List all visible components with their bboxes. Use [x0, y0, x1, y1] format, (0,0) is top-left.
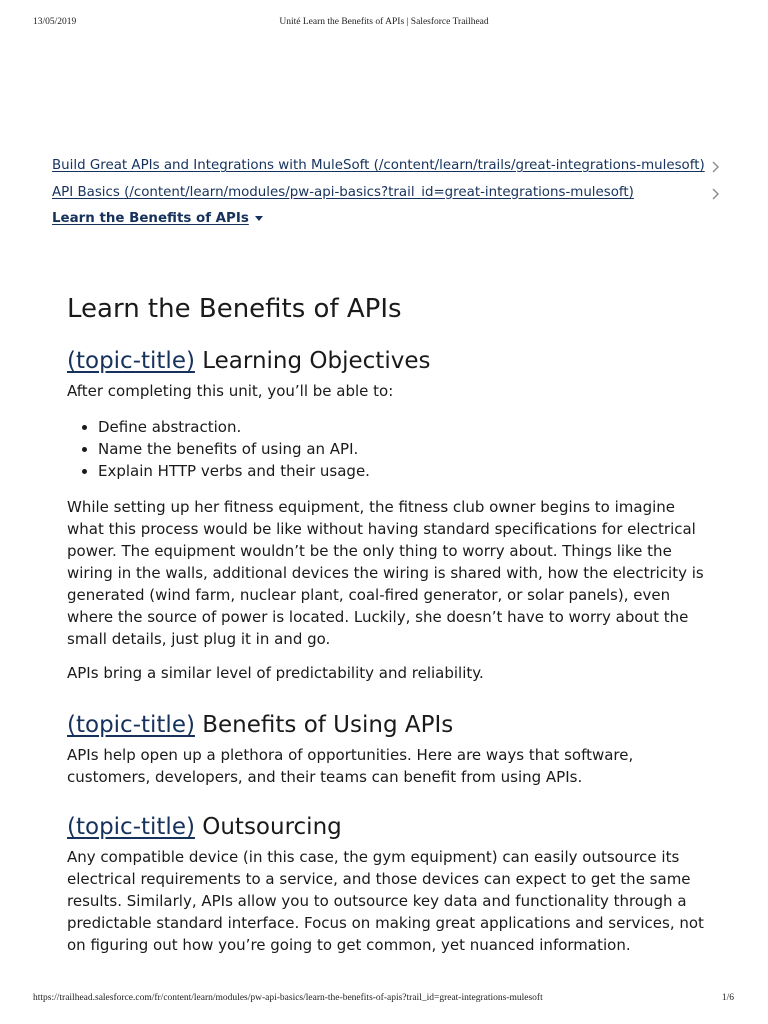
- page-title: Learn the Benefits of APIs: [67, 294, 402, 324]
- breadcrumb-link-module[interactable]: API Basics (/content/learn/modules/pw-api-basics?trail_id=great-integrations-mulesoft): [52, 184, 634, 200]
- print-date: 13/05/2019: [33, 17, 77, 27]
- breadcrumb-link-trail[interactable]: Build Great APIs and Integrations with MuleSoft (/content/learn/trails/great-integrations-mulesoft): [52, 158, 705, 173]
- unit-content: [67, 290, 707, 956]
- list-item: • Explain HTTP verbs and their usage.: [98, 460, 707, 482]
- topic-title-link[interactable]: (topic-title): [67, 712, 195, 738]
- body-paragraph: APIs help open up a plethora of opportunities. Here are ways that software, customers, developers, and their teams can benefit from using APIs.: [67, 746, 634, 786]
- body-paragraph: APIs bring a similar level of predictability and reliability.: [67, 664, 484, 682]
- body-paragraph: Any compatible device (in this case, the gym equipment) can easily outsource its electrical requirements to a service, and those devices can expect to get the same results. Similarly, APIs allow you to outsource key data and functionality through a predictable standard interface. Focus on making great applications and services, not on figuring out how you’re going to get common, yet nuanced information.: [67, 848, 704, 954]
- print-footer: [0, 993, 768, 1007]
- print-page-number: 1/6: [721, 993, 734, 1003]
- breadcrumb-item-module[interactable]: [52, 183, 722, 210]
- list-item: • Name the benefits of using an API.: [98, 438, 707, 460]
- chevron-right-icon: [708, 159, 722, 175]
- breadcrumb-item-trail[interactable]: [52, 156, 722, 183]
- caret-down-icon[interactable]: [255, 216, 263, 221]
- section-heading-objectives: [67, 344, 707, 378]
- section-heading-text: Outsourcing: [202, 814, 342, 840]
- topic-title-link[interactable]: (topic-title): [67, 348, 195, 374]
- breadcrumb-item-unit[interactable]: [52, 209, 722, 236]
- list-item: • Define abstraction.: [98, 416, 707, 438]
- objectives-intro: After completing this unit, you’ll be able to:: [67, 382, 394, 400]
- section-heading-outsourcing: [67, 810, 707, 844]
- print-url: https://trailhead.salesforce.com/fr/content/learn/modules/pw-api-basics/learn-the-benefits-of-apis?trail_id=great-integrations-mulesoft: [33, 993, 543, 1003]
- body-paragraph: While setting up her fitness equipment, the fitness club owner begins to imagine what this process would be like without having standard specifications for electrical power. The equipment wouldn’t be the only thing to worry about. Things like the wiring in the walls, additional devices the wiring is shared with, how the electricity is generated (wind farm, nuclear plant, coal-fired generator, or solar panels), even where the source of power is located. Luckily, she doesn’t have to worry about the small details, just plug it in and go.: [67, 498, 704, 648]
- section-heading-text: Learning Objectives: [202, 348, 431, 374]
- breadcrumb-link-unit[interactable]: Learn the Benefits of APIs: [52, 211, 249, 226]
- section-heading-benefits: [67, 708, 707, 742]
- topic-title-link[interactable]: (topic-title): [67, 814, 195, 840]
- section-heading-text: Benefits of Using APIs: [202, 712, 454, 738]
- print-header: [0, 17, 768, 31]
- print-page-title: Unité Learn the Benefits of APIs | Salesforce Trailhead: [279, 17, 489, 27]
- chevron-right-icon: [708, 186, 722, 202]
- breadcrumb: [52, 156, 722, 236]
- objectives-list: [67, 416, 707, 482]
